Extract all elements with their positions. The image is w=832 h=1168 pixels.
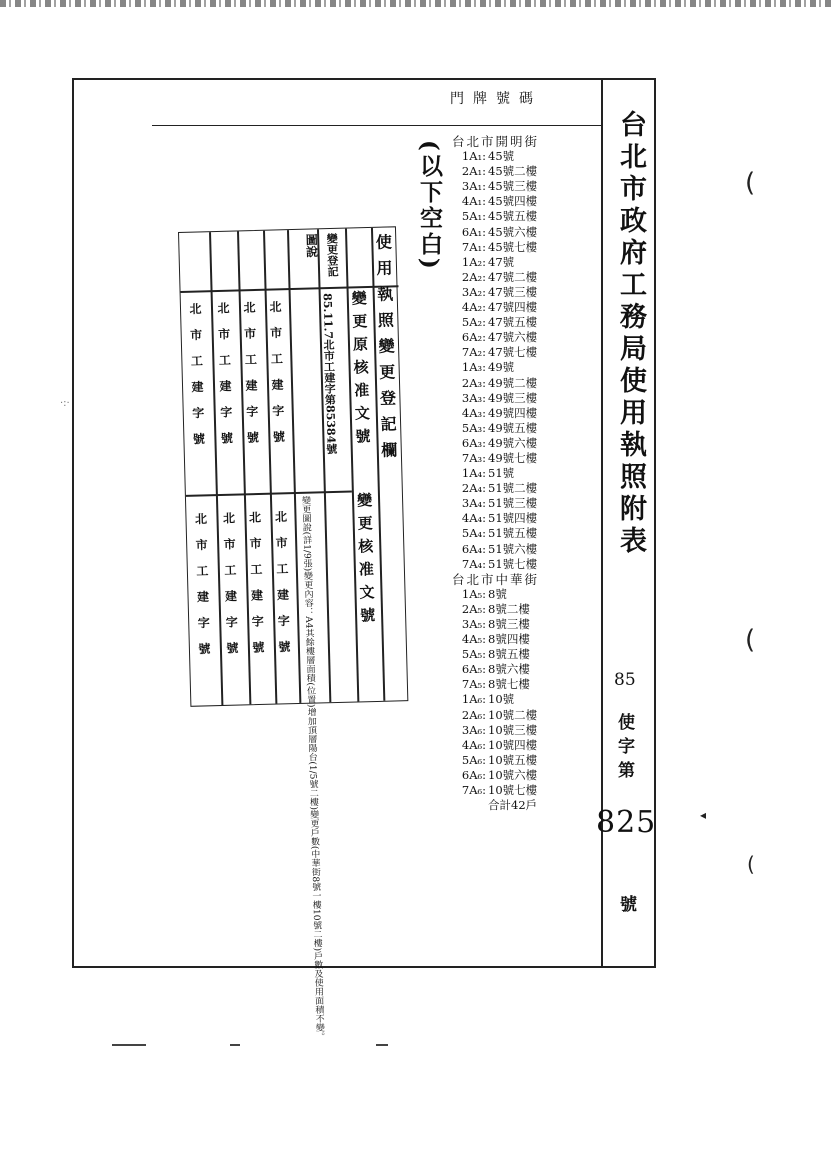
unit-code: 1A₆:	[461, 692, 486, 707]
index-char-2: 字	[618, 737, 635, 757]
unit-address: 49號	[488, 360, 515, 375]
unit-address: 10號五樓	[488, 752, 538, 767]
address-entry	[452, 421, 592, 436]
address-entry	[452, 557, 592, 572]
unit-address: 49號二樓	[488, 375, 538, 390]
unit-code: 1A₅:	[461, 586, 486, 601]
address-entry	[452, 632, 592, 647]
address-entry	[452, 466, 592, 481]
address-entry	[452, 481, 592, 496]
unit-address: 47號七樓	[488, 345, 538, 360]
unit-code: 6A₂:	[461, 330, 486, 345]
address-entry	[452, 164, 592, 179]
address-entry	[452, 542, 592, 557]
unit-code: 3A₆:	[461, 722, 486, 737]
address-entry	[452, 768, 592, 783]
unit-code: 6A₅:	[461, 662, 486, 677]
unit-address: 45號	[488, 149, 515, 164]
row2-left-blank: 北市工建字號	[267, 300, 286, 457]
address-entry	[452, 662, 592, 677]
unit-address: 47號	[488, 254, 515, 269]
address-entry	[452, 209, 592, 224]
unit-address: 45號七樓	[488, 239, 538, 254]
scan-dash	[376, 1044, 388, 1046]
unit-address: 49號七樓	[488, 450, 538, 465]
unit-address: 47號四樓	[488, 300, 538, 315]
address-entry	[452, 753, 592, 768]
row5-right-blank: 北市工建字號	[193, 512, 212, 669]
index-char-3: 第	[618, 761, 635, 781]
address-entry	[452, 360, 592, 375]
row4-left-blank: 北市工建字號	[215, 301, 234, 458]
unit-address: 49號四樓	[488, 405, 538, 420]
unit-address: 8號三樓	[488, 617, 530, 631]
unit-code: 7A₁:	[461, 239, 486, 254]
address-entry	[452, 436, 592, 451]
unit-code: 3A₃:	[461, 390, 486, 405]
unit-code: 7A₆:	[461, 783, 486, 798]
row1-right-detail: 變更圖說(詳1/9張)變更內容：A4其餘樓層面積(位置)增加頂層陽台(1/5號二樓)變更戶數(中華街8號一樓10號二樓)戶數及使用面積不變。	[299, 495, 325, 1042]
revision-table	[178, 226, 408, 1042]
address-entry	[452, 526, 592, 541]
unit-address: 8號四樓	[488, 632, 530, 647]
address-entry	[452, 511, 592, 526]
unit-address: 10號三樓	[488, 722, 538, 737]
table-subheader-2: 圖說	[304, 233, 319, 258]
row3-left-blank: 北市工建字號	[241, 300, 260, 458]
index-year: 85	[614, 670, 636, 690]
unit-code: 7A₄:	[461, 556, 486, 571]
unit-code: 2A₂:	[461, 269, 486, 284]
unit-code: 4A₂:	[461, 300, 486, 315]
unit-address: 51號七樓	[488, 556, 538, 571]
scan-dash	[230, 1044, 240, 1046]
unit-code: 4A₄:	[461, 511, 486, 526]
address-entry	[452, 330, 592, 345]
scan-mark-parenthesis: (	[747, 852, 755, 876]
scan-mark-parenthesis: (	[745, 625, 756, 655]
address-entry	[452, 496, 592, 511]
unit-address: 49號五樓	[488, 420, 538, 435]
unit-address: 8號五樓	[488, 647, 530, 662]
address-entry	[452, 677, 592, 692]
unit-address: 47號五樓	[488, 315, 538, 330]
unit-code: 2A₄:	[461, 481, 486, 496]
unit-address: 45號六樓	[488, 224, 538, 239]
table-header-left: 變更原核准文號	[349, 290, 372, 452]
address-entry	[452, 225, 592, 240]
address-entry	[452, 315, 592, 330]
unit-address: 47號二樓	[488, 269, 538, 284]
scan-mark-arrow: ◂	[700, 808, 707, 822]
unit-code: 3A₁:	[461, 179, 486, 194]
address-entry	[452, 179, 592, 194]
address-list	[452, 134, 592, 813]
scan-speck: ·:·	[60, 398, 70, 409]
unit-address: 45號五樓	[488, 209, 538, 224]
address-entry	[452, 587, 592, 602]
unit-address: 8號七樓	[488, 677, 530, 692]
unit-code: 7A₂:	[461, 345, 486, 360]
unit-code: 1A₃:	[461, 360, 486, 375]
unit-address: 10號七樓	[488, 783, 538, 798]
plate-number-caption: 門牌號碼	[450, 91, 542, 107]
unit-code: 6A₃:	[461, 435, 486, 450]
unit-address: 49號六樓	[488, 435, 538, 450]
table-subheader-1: 變更登記	[325, 232, 340, 278]
address-entry	[452, 692, 592, 707]
address-entry	[452, 194, 592, 209]
unit-code: 4A₁:	[461, 194, 486, 209]
address-entry	[452, 406, 592, 421]
unit-code: 4A₃:	[461, 405, 486, 420]
address-entry	[452, 285, 592, 300]
unit-code: 1A₂:	[461, 254, 486, 269]
unit-code: 3A₄:	[461, 496, 486, 511]
unit-address: 8號六樓	[488, 662, 530, 677]
address-entry	[452, 647, 592, 662]
unit-address: 51號五樓	[488, 526, 538, 541]
address-entry	[452, 708, 592, 723]
unit-address: 10號	[488, 692, 515, 707]
unit-code: 1A₁:	[461, 149, 486, 164]
unit-address: 51號二樓	[488, 481, 538, 496]
address-entry	[452, 270, 592, 285]
unit-code: 4A₅:	[461, 632, 486, 647]
unit-code: 3A₅:	[461, 617, 486, 631]
unit-address: 47號三樓	[488, 284, 538, 299]
unit-address: 51號	[488, 466, 515, 481]
unit-code: 5A₁:	[461, 209, 486, 224]
unit-address: 51號三樓	[488, 496, 538, 511]
unit-address: 45號二樓	[488, 164, 538, 179]
unit-address: 45號三樓	[488, 179, 538, 194]
address-entry	[452, 376, 592, 391]
unit-address: 10號四樓	[488, 737, 538, 752]
unit-address: 51號六樓	[488, 541, 538, 556]
table-header-main: 使用執照變更登記欄	[373, 233, 399, 468]
document-title: 台北市政府工務局使用執照附表	[615, 110, 646, 558]
address-entry	[452, 240, 592, 255]
street-name: 台北市開明街	[452, 134, 540, 149]
blank-note: (以下空白)	[416, 140, 443, 272]
address-entry	[452, 738, 592, 753]
address-entry	[452, 300, 592, 315]
row1-left-number: 85.11.7北市工建字第85384號	[320, 292, 338, 455]
unit-address: 51號四樓	[488, 511, 538, 526]
unit-code: 5A₄:	[461, 526, 486, 541]
unit-code: 1A₄:	[461, 466, 486, 481]
address-entry	[452, 723, 592, 738]
unit-address: 10號二樓	[488, 707, 538, 722]
unit-code: 6A₁:	[461, 224, 486, 239]
unit-address: 49號三樓	[488, 390, 538, 405]
address-entry	[452, 255, 592, 270]
unit-code: 6A₆:	[461, 767, 486, 782]
unit-code: 6A₄:	[461, 541, 486, 556]
unit-code: 5A₆:	[461, 752, 486, 767]
unit-address: 45號四樓	[488, 194, 538, 209]
row5-left-blank: 北市工建字號	[187, 302, 206, 459]
household-total: 合計42戶	[488, 798, 538, 813]
unit-code: 2A₅:	[461, 601, 486, 616]
caption-rule	[152, 125, 602, 126]
row4-right-blank: 北市工建字號	[221, 511, 240, 668]
unit-code: 2A₆:	[461, 707, 486, 722]
unit-address: 8號二樓	[488, 601, 530, 616]
unit-code: 3A₂:	[461, 284, 486, 299]
unit-code: 7A₅:	[461, 677, 486, 692]
scan-mark-parenthesis: (	[745, 168, 756, 198]
unit-address: 8號	[488, 586, 507, 601]
row2-right-blank: 北市工建字號	[273, 510, 292, 667]
unit-address: 47號六樓	[488, 330, 538, 345]
unit-code: 4A₆:	[461, 737, 486, 752]
row3-right-blank: 北市工建字號	[247, 510, 266, 668]
address-entry	[452, 451, 592, 466]
unit-code: 2A₃:	[461, 375, 486, 390]
unit-code: 5A₃:	[461, 420, 486, 435]
unit-address: 10號六樓	[488, 767, 538, 782]
address-entry	[452, 391, 592, 406]
address-entry	[452, 602, 592, 617]
address-entry	[452, 783, 592, 798]
table-header-right: 變更核准文號	[354, 491, 377, 631]
index-char-1: 使	[618, 713, 635, 733]
unit-code: 5A₂:	[461, 315, 486, 330]
index-number: 825	[596, 805, 657, 840]
unit-code: 2A₁:	[461, 164, 486, 179]
index-suffix: 號	[620, 895, 637, 915]
address-entry	[452, 345, 592, 360]
scan-border-noise	[0, 0, 832, 7]
scan-dash	[112, 1044, 146, 1046]
address-entry	[452, 149, 592, 164]
unit-code: 5A₅:	[461, 647, 486, 662]
street-name: 台北市中華街	[452, 571, 540, 587]
address-entry	[452, 617, 592, 632]
unit-code: 7A₃:	[461, 450, 486, 465]
